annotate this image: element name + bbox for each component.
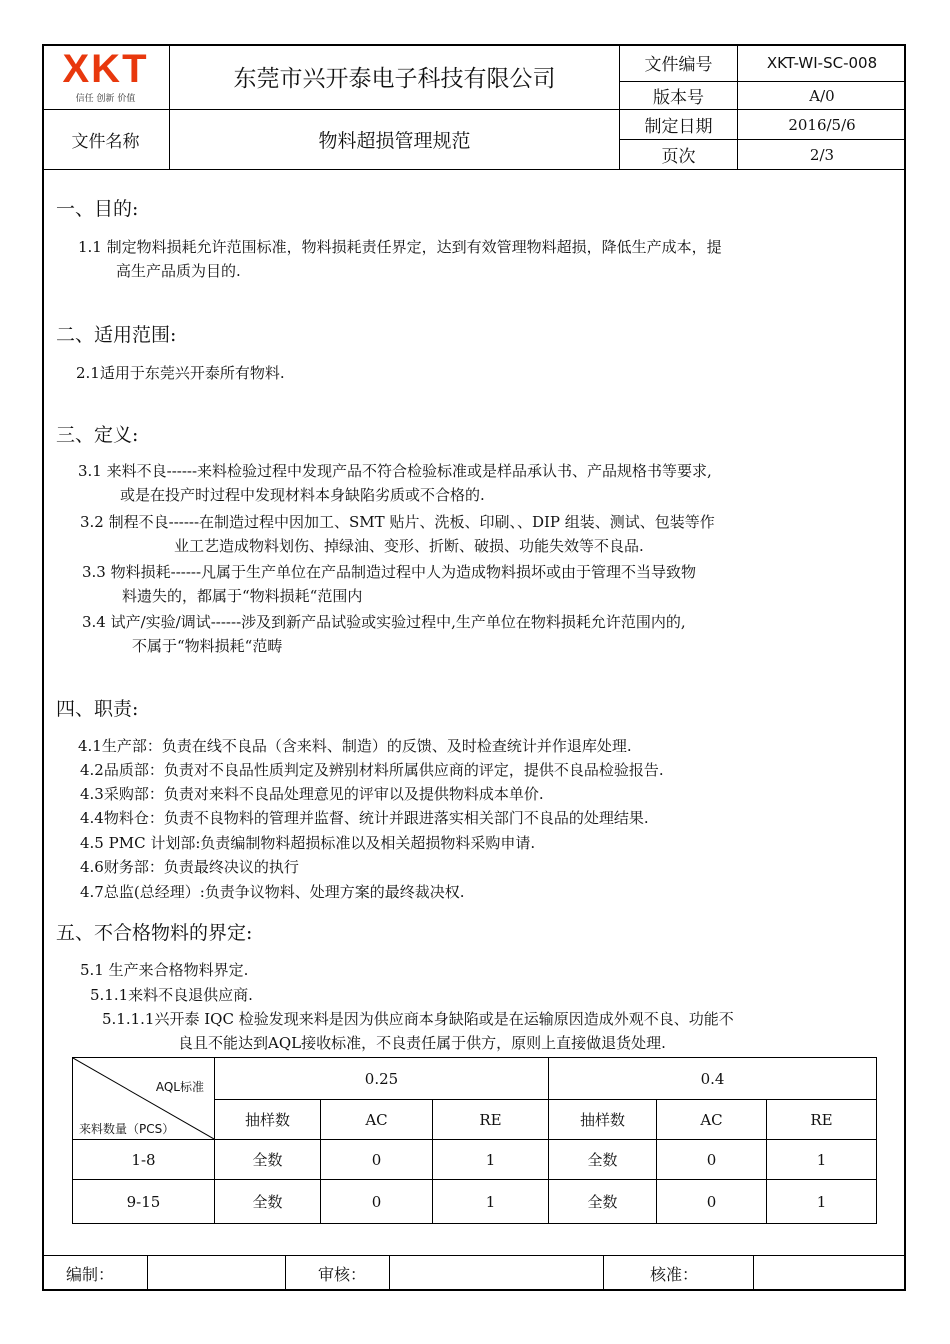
doc-no-label: 文件编号	[620, 44, 738, 82]
aql-level-2: 0.4	[549, 1058, 877, 1100]
section-3-para-1b: 或是在投产时过程中发现材料本身缺陷劣质或不合格的.	[120, 486, 485, 504]
table-row	[73, 1180, 877, 1224]
date-label: 制定日期	[620, 110, 738, 140]
section-3-para-1a: 3.1 来料不良------来料检验过程中发现产品不符合检验标准或是样品承认书、产品规格书等要求,	[78, 462, 712, 480]
page-label: 页次	[620, 140, 738, 170]
ac-cell: 0	[321, 1140, 433, 1180]
company-logo	[42, 44, 170, 110]
document-header	[42, 44, 906, 170]
aql-header-row	[73, 1058, 877, 1100]
section-4-para-4: 4.4物料仓：负责不良物料的管理并监督、统计并跟进落实相关部门不良品的处理结果.	[80, 809, 649, 827]
col-sample-1: 抽样数	[215, 1100, 321, 1140]
section-3-para-2b: 业工艺造成物料划伤、掉绿油、变形、折断、破损、功能失效等不良品.	[174, 537, 644, 555]
approver-label: 核准：	[604, 1255, 754, 1291]
section-2-para-1: 2.1适用于东莞兴开泰所有物料.	[76, 364, 285, 382]
re-cell: 1	[767, 1180, 877, 1224]
sample-cell: 全数	[549, 1180, 657, 1224]
section-4-para-3: 4.3采购部：负责对来料不良品处理意见的评审以及提供物料成本单价.	[80, 785, 544, 803]
ac-cell: 0	[657, 1180, 767, 1224]
file-name-label: 文件名称	[42, 110, 170, 170]
section-1-para-1a: 1.1 制定物料损耗允许范围标准，物料损耗责任界定，达到有效管理物料超损，降低生产成本，提	[78, 238, 722, 256]
section-5-para-3b: 良且不能达到AQL接收标准，不良责任属于供方，原则上直接做退货处理.	[178, 1034, 666, 1052]
sample-cell: 全数	[215, 1140, 321, 1180]
version-label: 版本号	[620, 82, 738, 110]
section-5-para-1: 5.1 生产来合格物料界定.	[80, 961, 249, 979]
sample-cell: 全数	[549, 1140, 657, 1180]
section-5-para-2: 5.1.1来料不良退供应商.	[90, 986, 253, 1004]
logo-slogan: 信任 创新 价值	[75, 94, 136, 104]
section-1-para-1b: 高生产品质为目的.	[116, 262, 241, 280]
col-ac-1: AC	[321, 1100, 433, 1140]
qty-corner-label: 来料数量（PCS）	[79, 1122, 175, 1136]
page-value: 2/3	[738, 140, 906, 170]
ac-cell: 0	[657, 1140, 767, 1180]
date-value: 2016/5/6	[738, 110, 906, 140]
approver-signature-field	[754, 1255, 906, 1291]
section-5-para-3a: 5.1.1.1兴开泰 IQC 检验发现来料是因为供应商本身缺陷或是在运输原因造成外观不良、功能不	[102, 1010, 734, 1028]
qty-cell: 1-8	[73, 1140, 215, 1180]
section-4-title: 四、职责:	[56, 698, 139, 720]
re-cell: 1	[433, 1180, 549, 1224]
qty-cell: 9-15	[73, 1180, 215, 1224]
file-name-value: 物料超损管理规范	[170, 110, 620, 170]
section-4-para-5: 4.5 PMC 计划部:负责编制物料超损标准以及相关超损物料采购申请.	[80, 834, 536, 852]
aql-corner-cell	[73, 1058, 215, 1140]
company-name: 东莞市兴开泰电子科技有限公司	[170, 44, 620, 110]
aql-corner-label: AQL标准	[155, 1080, 204, 1094]
section-3-para-2a: 3.2 制程不良------在制造过程中因加工、SMT 贴片、洗板、印刷、、DIP 组装、测试、包装等作	[80, 513, 715, 531]
col-ac-2: AC	[657, 1100, 767, 1140]
doc-no-value: XKT-WI-SC-008	[738, 44, 906, 82]
col-re-1: RE	[433, 1100, 549, 1140]
section-5-title: 五、不合格物料的界定:	[56, 922, 253, 944]
table-row	[73, 1140, 877, 1180]
section-3-para-4a: 3.4 试产/实验/调试------涉及到新产品试验或实验过程中,生产单位在物料损耗允许范围内的,	[82, 613, 686, 631]
ac-cell: 0	[321, 1180, 433, 1224]
version-value: A/0	[738, 82, 906, 110]
aql-table	[72, 1057, 877, 1224]
aql-level-1: 0.25	[215, 1058, 549, 1100]
re-cell: 1	[767, 1140, 877, 1180]
section-1-title: 一、目的:	[56, 198, 139, 220]
section-3-para-3b: 料遗失的，都属于“物料损耗“范围内	[122, 587, 363, 605]
reviewer-signature-field	[390, 1255, 604, 1291]
reviewer-label: 审核：	[286, 1255, 390, 1291]
re-cell: 1	[433, 1140, 549, 1180]
section-4-para-2: 4.2品质部：负责对不良品性质判定及辨别材料所属供应商的评定，提供不良品检验报告.	[80, 761, 664, 779]
section-4-para-1: 4.1生产部：负责在线不良品（含来料、制造）的反馈、及时检查统计并作退库处理.	[78, 737, 632, 755]
section-2-title: 二、适用范围:	[56, 324, 177, 346]
signature-footer	[42, 1255, 906, 1291]
editor-label: 编制：	[42, 1255, 148, 1291]
section-3-title: 三、定义:	[56, 424, 139, 446]
section-3-para-3a: 3.3 物料损耗------凡属于生产单位在产品制造过程中人为造成物料损坏或由于管理不当导致物	[82, 563, 697, 581]
col-re-2: RE	[767, 1100, 877, 1140]
editor-signature-field	[148, 1255, 286, 1291]
section-4-para-6: 4.6财务部：负责最终决议的执行	[80, 858, 299, 876]
section-3-para-4b: 不属于“物料损耗“范畴	[132, 637, 283, 655]
section-4-para-7: 4.7总监(总经理）:负责争议物料、处理方案的最终裁决权.	[80, 883, 465, 901]
col-sample-2: 抽样数	[549, 1100, 657, 1140]
sample-cell: 全数	[215, 1180, 321, 1224]
logo-wordmark: XKT	[62, 47, 149, 91]
